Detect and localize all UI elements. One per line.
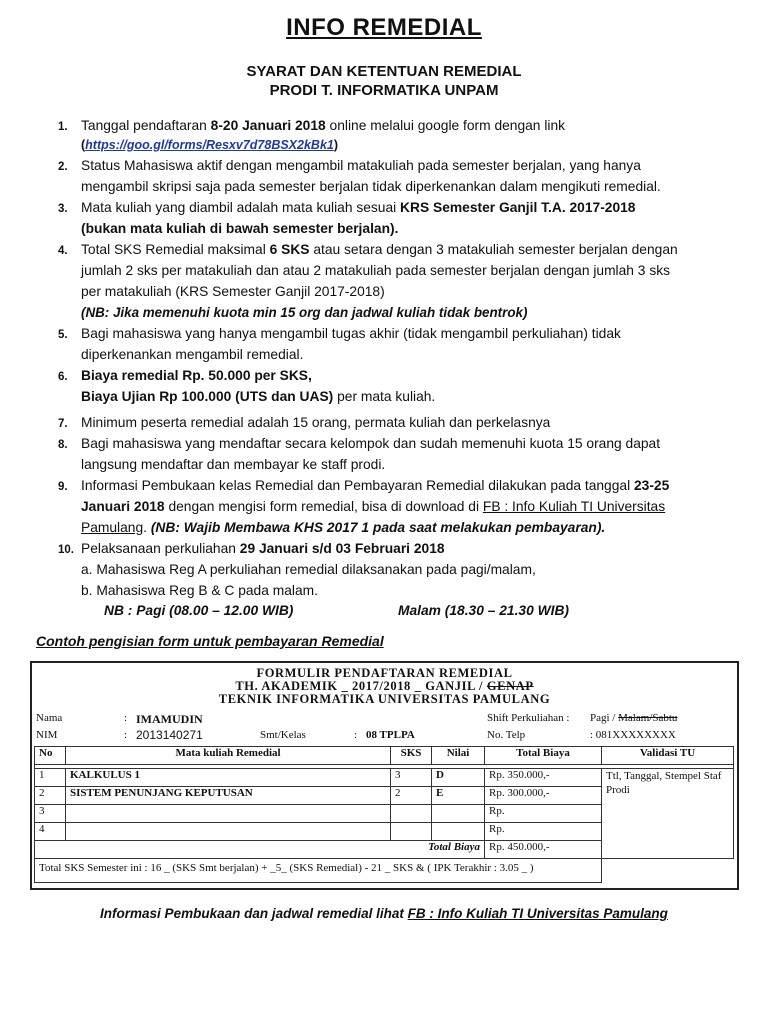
semester-class-separator: : xyxy=(354,729,358,741)
item-1-line-1: Tanggal pendaftaran 8-20 Januari 2018 online melalui google form dengan link xyxy=(81,118,566,133)
footer-fb-link[interactable]: FB : Info Kuliah TI Universitas Pamulang xyxy=(407,906,668,921)
subtitle-program: PRODI T. INFORMATIKA UNPAM xyxy=(269,82,499,99)
remedial-course-table xyxy=(34,746,734,883)
header-grade: Nilai xyxy=(432,747,485,765)
item-10-schedule-morning: NB : Pagi (08.00 – 12.00 WIB) xyxy=(104,603,294,618)
table-row: 4 Rp. xyxy=(35,823,734,841)
item-9-line-3: Pamulang. (NB: Wajib Membawa KHS 2017 1 pada saat melakukan pembayaran). xyxy=(81,520,606,535)
item-8-line-1: Bagi mahasiswa yang mendaftar secara kelompok dan sudah memenuhi kuota 15 orang dapat xyxy=(81,436,661,451)
header-total-cost: Total Biaya xyxy=(485,747,602,765)
table-row: 1 KALKULUS 1 3 D Rp. 350.000,- Ttl, Tanggal, Stempel Staf Prodi xyxy=(35,769,734,787)
item-6-line-2: Biaya Ujian Rp 100.000 (UTS dan UAS) per mata kuliah. xyxy=(81,389,436,404)
table-header-row xyxy=(35,747,734,765)
name-label: Nama xyxy=(36,712,63,724)
item-number: 10. xyxy=(58,544,74,556)
item-10-sub-b: b. Mahasiswa Reg B & C pada malam. xyxy=(81,583,318,598)
semester-class-label: Smt/Kelas xyxy=(260,729,306,741)
sks-summary: Total SKS Semester ini : 16 _ (SKS Smt berjalan) + _5_ (SKS Remedial) - 21 _ SKS & ( IPK Terakhir : 3.05 _ ) xyxy=(35,859,602,883)
validation-note: Ttl, Tanggal, Stempel Staf Prodi xyxy=(602,769,734,859)
name-value: IMAMUDIN xyxy=(136,712,203,726)
item-4-note: (NB: Jika memenuhi kuota min 15 org dan jadwal kuliah tidak bentrok) xyxy=(81,305,528,320)
item-7-line-1: Minimum peserta remedial adalah 15 orang, permata kuliah dan perkelasnya xyxy=(81,415,551,430)
item-9-line-2: Januari 2018 dengan mengisi form remedial, bisa di download di FB : Info Kuliah TI Universitas xyxy=(81,499,666,514)
item-4-line-3: per matakuliah (KRS Semester Ganjil 2017-2018) xyxy=(81,284,385,299)
item-1-line-2: (https://goo.gl/forms/Resxv7d78BSX2kBk1) xyxy=(81,138,339,152)
item-9-line-1: Informasi Pembukaan kelas Remedial dan Pembayaran Remedial dilakukan pada tanggal 23-25 xyxy=(81,478,670,493)
phone-value: : 081XXXXXXXX xyxy=(590,729,676,741)
header-validation: Validasi TU xyxy=(602,747,734,765)
item-3-line-2: (bukan mata kuliah di bawah semester berjalan). xyxy=(81,221,399,236)
name-separator: : xyxy=(124,712,128,724)
item-10-line-1: Pelaksanaan perkuliahan 29 Januari s/d 03 Februari 2018 xyxy=(81,541,445,556)
item-2-line-1: Status Mahasiswa aktif dengan mengambil matakuliah pada semester berjalan, yang hanya xyxy=(81,158,641,173)
item-10-sub-a: a. Mahasiswa Reg A perkuliahan remedial dilaksanakan pada pagi/malam, xyxy=(81,562,536,577)
subtitle-requirements: SYARAT DAN KETENTUAN REMEDIAL xyxy=(246,63,522,80)
shift-label: Shift Perkuliahan : xyxy=(487,712,570,724)
shift-value: Pagi / Malam/Sabtu xyxy=(590,712,678,724)
total-label: Total Biaya xyxy=(35,841,485,859)
page-title: INFO REMEDIAL xyxy=(286,14,482,41)
item-10-schedule-evening: Malam (18.30 – 21.30 WIB) xyxy=(398,603,570,618)
header-course: Mata kuliah Remedial xyxy=(66,747,391,765)
header-no: No xyxy=(35,747,66,765)
phone-label: No. Telp xyxy=(487,729,526,741)
item-number: 7. xyxy=(58,418,68,430)
nim-label: NIM xyxy=(36,729,58,741)
table-row: 3 Rp. xyxy=(35,805,734,823)
footer-info: Informasi Pembukaan dan jadwal remedial lihat FB : Info Kuliah TI Universitas Pamulang xyxy=(100,906,668,921)
header-sks: SKS xyxy=(391,747,432,765)
item-number: 3. xyxy=(58,203,68,215)
semester-class-value: 08 TPLPA xyxy=(366,729,415,741)
item-2-line-2: mengambil skripsi saja pada semester berjalan tidak diperkenankan dalam mengikuti remedial. xyxy=(81,179,661,194)
item-5-line-1: Bagi mahasiswa yang hanya mengambil tugas akhir (tidak mengambil perkuliahan) tidak xyxy=(81,326,621,341)
form-example-caption: Contoh pengisian form untuk pembayaran Remedial xyxy=(36,633,384,649)
registration-form-link[interactable]: https://goo.gl/forms/Resxv7d78BSX2kBk1 xyxy=(85,138,334,152)
item-number: 4. xyxy=(58,245,68,257)
item-number: 8. xyxy=(58,439,68,451)
item-4-line-1: Total SKS Remedial maksimal 6 SKS atau setara dengan 3 matakuliah semester berjalan dengan xyxy=(81,242,678,257)
item-number: 6. xyxy=(58,371,68,383)
summary-row xyxy=(35,859,734,883)
nim-value: 2013140271 xyxy=(136,728,203,742)
item-number: 5. xyxy=(58,329,68,341)
registration-form-example xyxy=(30,661,739,890)
item-5-line-2: diperkenankan mengambil remedial. xyxy=(81,347,304,362)
item-number: 2. xyxy=(58,161,68,173)
item-4-line-2: jumlah 2 sks per matakuliah dan atau 2 matakuliah pada semester berjalan dengan jumlah 3 sks xyxy=(81,263,671,278)
form-institution: TEKNIK INFORMATIKA UNIVERSITAS PAMULANG xyxy=(218,692,551,706)
item-8-line-2: langsung mendaftar dan membayar ke staff prodi. xyxy=(81,457,386,472)
fb-info-link[interactable]: FB : Info Kuliah TI Universitas xyxy=(482,499,666,514)
form-title: FORMULIR PENDAFTARAN REMEDIAL xyxy=(256,666,513,680)
form-academic-year: TH. AKADEMIK _ 2017/2018 _ GANJIL / GENAP xyxy=(235,679,534,693)
item-6-line-1: Biaya remedial Rp. 50.000 per SKS, xyxy=(81,368,312,383)
item-number: 1. xyxy=(58,121,68,133)
table-row: 2 SISTEM PENUNJANG KEPUTUSAN 2 E Rp. 300.000,- xyxy=(35,787,734,805)
item-number: 9. xyxy=(58,481,68,493)
nim-separator: : xyxy=(124,729,128,741)
item-3-line-1: Mata kuliah yang diambil adalah mata kuliah sesuai KRS Semester Ganjil T.A. 2017-2018 xyxy=(81,200,636,215)
total-value: Rp. 450.000,- xyxy=(485,841,602,859)
